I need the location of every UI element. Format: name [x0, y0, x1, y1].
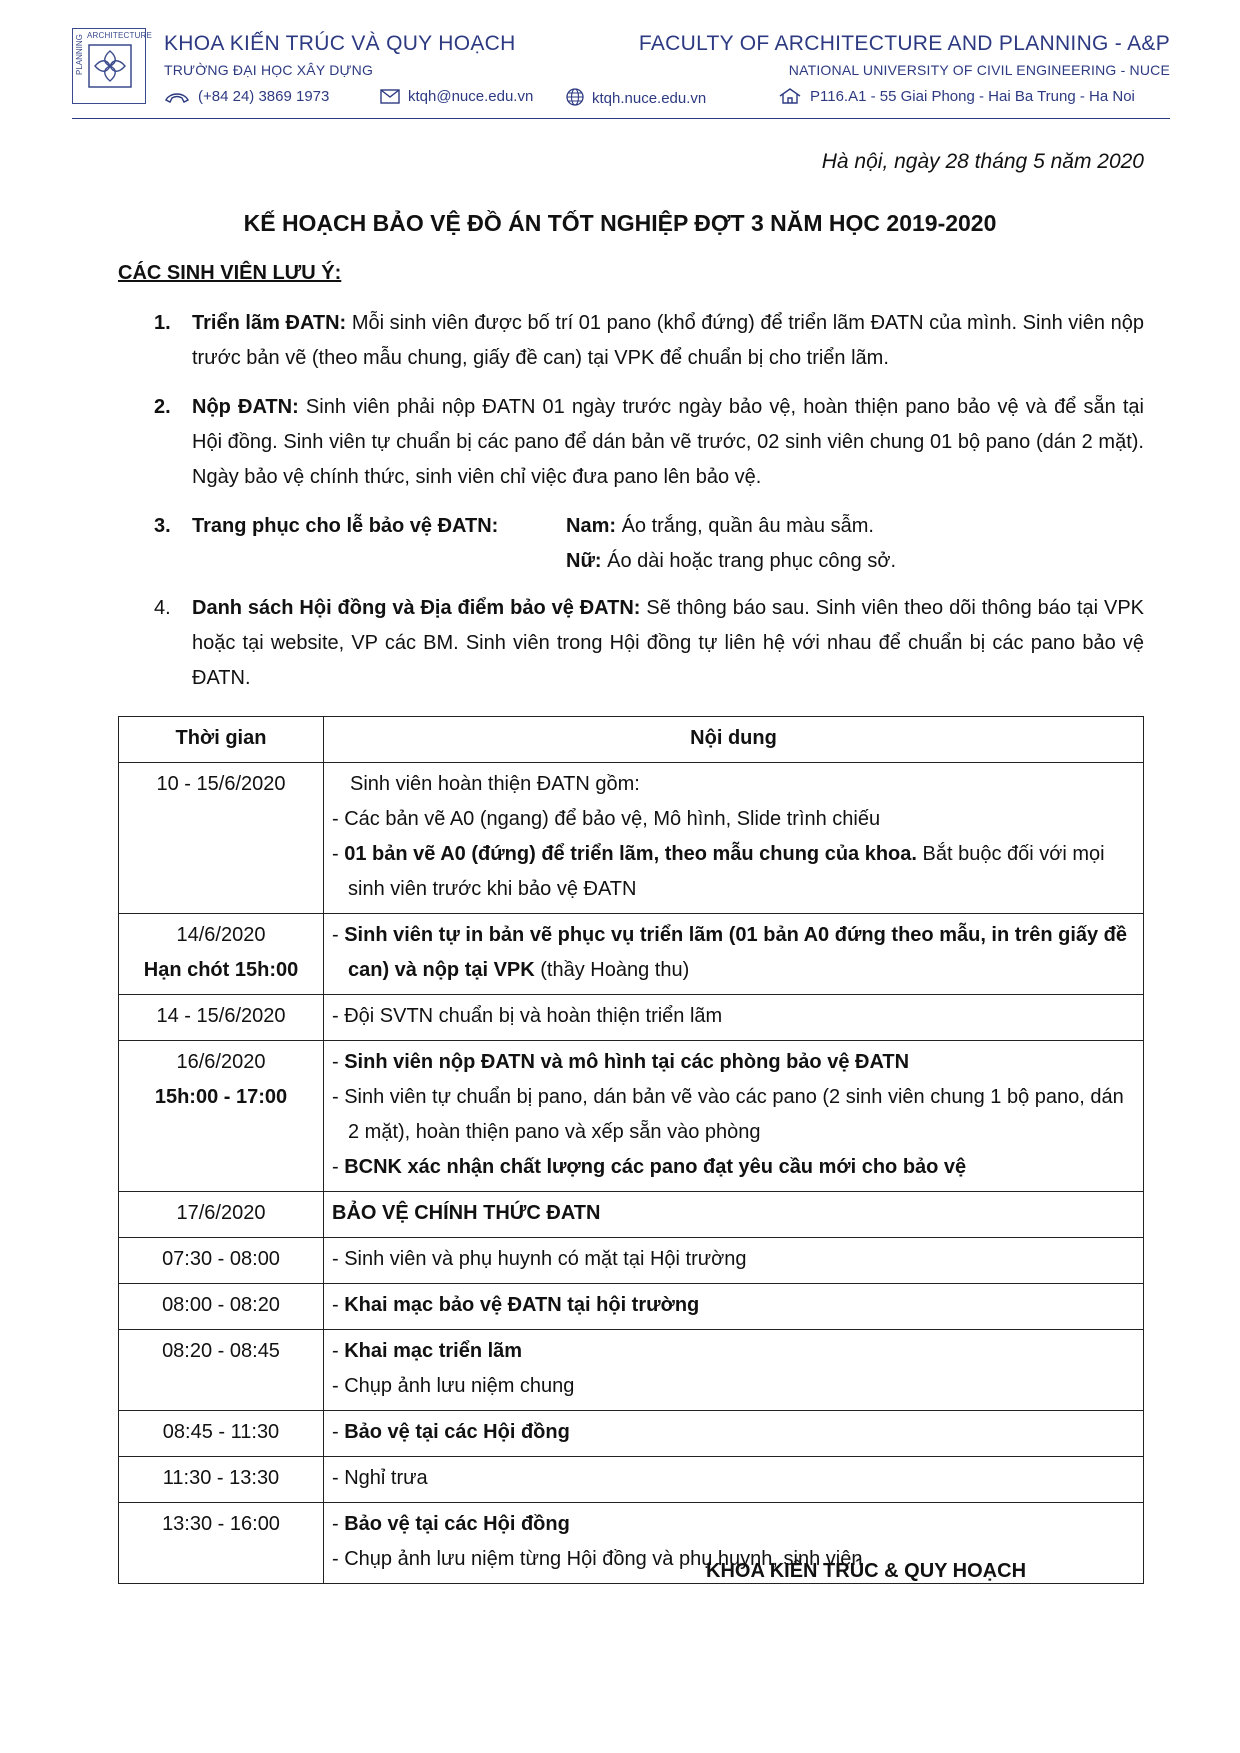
- content-line: [332, 1150, 1135, 1185]
- signature-block: KHOA KIẾN TRÚC & QUY HOẠCH: [706, 1560, 1027, 1582]
- content-line: [332, 802, 1135, 837]
- university-name-en: NATIONAL UNIVERSITY OF CIVIL ENGINEERING - NUCE: [788, 62, 1170, 78]
- bullet-dash: -: [332, 924, 345, 946]
- note-text: Mỗi sinh viên được bố trí 01 pano (khổ đứng) để triển lãm ĐATN của mình. Sinh viên nộp trước bản vẽ (theo mẫu chung, giấy đề can) tại VPK để chuẩn bị cho triển lãm.: [192, 312, 1144, 369]
- phone-number: (+84 24) 3869 1973: [198, 88, 330, 105]
- table-row: [119, 995, 1144, 1041]
- bullet-dash: -: [332, 1156, 345, 1178]
- header-left: [164, 32, 516, 78]
- content-cell: [324, 914, 1144, 995]
- phone-contact: [164, 88, 329, 105]
- document-date: Hà nội, ngày 28 tháng 5 năm 2020: [821, 150, 1144, 173]
- content-line: [332, 1507, 1135, 1542]
- time-deadline: Hạn chót 15h:00: [143, 959, 299, 981]
- column-header-time: Thời gian: [119, 717, 324, 763]
- table-row: [119, 1041, 1144, 1192]
- email-contact: [380, 88, 533, 105]
- dress-code-male: Nam: Áo trắng, quần âu màu sẫm.: [566, 515, 874, 537]
- line-text: Các bản vẽ A0 (ngang) để bảo vệ, Mô hình, Slide trình chiếu: [344, 808, 881, 830]
- bullet-dash: -: [332, 1294, 345, 1316]
- emphasis-text: BẢO VỆ CHÍNH THỨC ĐATN: [332, 1202, 601, 1224]
- time-value: 17/6/2020: [176, 1202, 266, 1224]
- time-cell: [119, 1192, 324, 1238]
- bullet-dash: -: [332, 1051, 345, 1073]
- postal-address: P116.A1 - 55 Giai Phong - Hai Ba Trung - Ha Noi: [810, 88, 1135, 105]
- emphasis-text: 01 bản vẽ A0 (đứng) để triển lãm, theo mẫu chung của khoa.: [344, 843, 917, 865]
- bullet-dash: -: [332, 1513, 345, 1535]
- website-contact: [566, 88, 706, 107]
- bullet-dash: -: [332, 1467, 345, 1489]
- content-line: [332, 1196, 1135, 1231]
- time-value: 11:30 - 13:30: [162, 1467, 280, 1489]
- content-line: [332, 1415, 1135, 1450]
- time-cell: [119, 995, 324, 1041]
- content-line: [332, 918, 1135, 988]
- logo-side-text: PLANNING: [75, 34, 84, 75]
- time-cell: [119, 1041, 324, 1192]
- line-text: Chụp ảnh lưu niệm từng Hội đồng và phụ huynh, sinh viên: [344, 1548, 863, 1570]
- time-value: 07:30 - 08:00: [162, 1248, 280, 1270]
- note-number: 4.: [154, 597, 171, 619]
- emphasis-text: Khai mạc bảo vệ ĐATN tại hội trường: [344, 1294, 700, 1316]
- table-row: [119, 1457, 1144, 1503]
- column-header-content: Nội dung: [324, 717, 1144, 763]
- time-value: 08:20 - 08:45: [162, 1340, 280, 1362]
- note-text: Sinh viên phải nộp ĐATN 01 ngày trước ngày bảo vệ, hoàn thiện pano bảo vệ và để sẵn tại Hội đồng. Sinh viên tự chuẩn bị các pano để dán bản vẽ trước, 02 sinh viên chung 01 bộ pano (dán 2 mặt). Ngày bảo vệ chính thức, sinh viên chỉ việc đưa pano lên bảo vệ.: [192, 396, 1145, 488]
- table-header-row: [119, 717, 1144, 763]
- content-line: [332, 1080, 1135, 1150]
- time-deadline: 15h:00 - 17:00: [154, 1086, 288, 1108]
- emphasis-text: BCNK xác nhận chất lượng các pano đạt yêu cầu mới cho bảo vệ: [344, 1156, 967, 1178]
- time-cell: [119, 763, 324, 914]
- emphasis-text: Bảo vệ tại các Hội đồng: [344, 1513, 570, 1535]
- emphasis-text: Bảo vệ tại các Hội đồng: [344, 1421, 570, 1443]
- time-value: 08:45 - 11:30: [162, 1421, 280, 1443]
- letterhead: [72, 28, 1170, 112]
- bullet-dash: -: [332, 808, 345, 830]
- bullet-dash: -: [332, 1421, 345, 1443]
- line-text: Chụp ảnh lưu niệm chung: [344, 1375, 575, 1397]
- line-text: Sinh viên hoàn thiện ĐATN gồm:: [350, 773, 640, 795]
- table-row: [119, 1192, 1144, 1238]
- content-line: [332, 767, 1135, 802]
- note-label: Danh sách Hội đồng và Địa điểm bảo vệ ĐATN:: [192, 597, 641, 619]
- document-title: KẾ HOẠCH BẢO VỆ ĐỒ ÁN TỐT NGHIỆP ĐỢT 3 NĂM HỌC 2019-2020: [243, 210, 997, 236]
- content-line: [332, 1369, 1135, 1404]
- time-value: 13:30 - 16:00: [162, 1513, 280, 1535]
- time-cell: [119, 1411, 324, 1457]
- note-label: Nộp ĐATN:: [192, 396, 299, 418]
- content-cell: [324, 1238, 1144, 1284]
- time-cell: [119, 1457, 324, 1503]
- content-cell: [324, 1411, 1144, 1457]
- content-line: [332, 1334, 1135, 1369]
- content-cell: [324, 763, 1144, 914]
- line-text: Nghỉ trưa: [344, 1467, 428, 1489]
- time-value: 14 - 15/6/2020: [156, 1005, 286, 1027]
- email-address[interactable]: ktqh@nuce.edu.vn: [408, 88, 534, 105]
- website-url[interactable]: ktqh.nuce.edu.vn: [592, 90, 707, 107]
- content-cell: [324, 1284, 1144, 1330]
- emphasis-text: Khai mạc triển lãm: [344, 1340, 523, 1362]
- content-cell: [324, 1330, 1144, 1411]
- time-value: 14/6/2020: [176, 924, 266, 946]
- contact-bar: [164, 88, 1170, 108]
- mail-icon: [380, 89, 400, 104]
- bullet-dash: -: [332, 1375, 345, 1397]
- note-number: 3.: [154, 515, 171, 537]
- bullet-dash: -: [332, 1086, 345, 1108]
- dress-code-female: Nữ: Áo dài hoặc trang phục công sở.: [566, 550, 897, 572]
- faculty-logo: [72, 28, 153, 104]
- time-cell: [119, 1330, 324, 1411]
- note-label: Triển lãm ĐATN:: [192, 312, 347, 334]
- table-row: [119, 1284, 1144, 1330]
- note-label: Trang phục cho lễ bảo vệ ĐATN:: [192, 515, 499, 537]
- time-cell: [119, 1284, 324, 1330]
- content-line: [332, 1461, 1135, 1496]
- note-number: 2.: [154, 396, 171, 418]
- content-line: [332, 1288, 1135, 1323]
- line-text: Sinh viên tự chuẩn bị pano, dán bản vẽ vào các pano (2 sinh viên chung 1 bộ pano, dán 2 mặt), hoàn thiện pano và xếp sẵn vào phòng: [344, 1086, 1124, 1143]
- content-cell: [324, 1041, 1144, 1192]
- phone-icon: [164, 90, 190, 104]
- note-number: 1.: [154, 312, 171, 334]
- content-line: [332, 999, 1135, 1034]
- bullet-dash: -: [332, 1005, 345, 1027]
- time-value: 08:00 - 08:20: [162, 1294, 280, 1316]
- note-item-1: [154, 306, 1144, 376]
- note-item-4: [154, 591, 1144, 696]
- bullet-dash: -: [332, 1248, 345, 1270]
- logo-top-text: ARCHITECTURE: [87, 31, 153, 40]
- line-text: Sinh viên và phụ huynh có mặt tại Hội trường: [344, 1248, 747, 1270]
- content-cell: [324, 1457, 1144, 1503]
- note-item-2: [154, 390, 1144, 495]
- content-cell: [324, 995, 1144, 1041]
- content-line: [332, 837, 1135, 907]
- table-row: [119, 1238, 1144, 1284]
- bullet-dash: -: [332, 1340, 345, 1362]
- line-text: Bắt buộc đối với mọi sinh viên trước khi bảo vệ ĐATN: [348, 843, 1105, 900]
- time-cell: [119, 1238, 324, 1284]
- emphasis-text: Sinh viên tự in bản vẽ phục vụ triển lãm (01 bản A0 đứng theo mẫu, in trên giấy đề can) và nộp tại VPK: [344, 924, 1128, 981]
- schedule-table: [118, 716, 1144, 1584]
- faculty-name-en: FACULTY OF ARCHITECTURE AND PLANNING - A&P: [638, 32, 1170, 55]
- notes-heading: CÁC SINH VIÊN LƯU Ý:: [118, 262, 342, 284]
- table-row: [119, 763, 1144, 914]
- header-right: [639, 32, 1170, 78]
- table-row: [119, 914, 1144, 995]
- header-divider: [72, 118, 1170, 119]
- content-cell: [324, 1192, 1144, 1238]
- globe-icon: [566, 88, 584, 106]
- line-text: Đội SVTN chuẩn bị và hoàn thiện triển lãm: [344, 1005, 723, 1027]
- note-text: Sẽ thông báo sau. Sinh viên theo dõi thông báo tại VPK hoặc tại website, VP các BM. Sinh viên trong Hội đồng tự liên hệ với nhau để chuẩn bị các pano bảo vệ ĐATN.: [192, 597, 1144, 689]
- time-cell: [119, 1503, 324, 1584]
- content-line: [332, 1045, 1135, 1080]
- content-line: [332, 1242, 1135, 1277]
- table-row: [119, 1330, 1144, 1411]
- line-text: (thầy Hoàng thu): [534, 959, 690, 981]
- time-value: 16/6/2020: [176, 1051, 266, 1073]
- house-icon: [778, 88, 802, 104]
- bullet-dash: -: [332, 1548, 345, 1570]
- university-name-vn: TRƯỜNG ĐẠI HỌC XÂY DỰNG: [164, 62, 374, 78]
- time-cell: [119, 914, 324, 995]
- emphasis-text: Sinh viên nộp ĐATN và mô hình tại các phòng bảo vệ ĐATN: [344, 1051, 910, 1073]
- time-value: 10 - 15/6/2020: [156, 773, 286, 795]
- logo-emblem-icon: [87, 43, 133, 89]
- bullet-dash: -: [332, 843, 345, 865]
- table-row: [119, 1411, 1144, 1457]
- faculty-name-vn: KHOA KIẾN TRÚC VÀ QUY HOẠCH: [164, 32, 516, 55]
- address-contact: [778, 88, 1135, 105]
